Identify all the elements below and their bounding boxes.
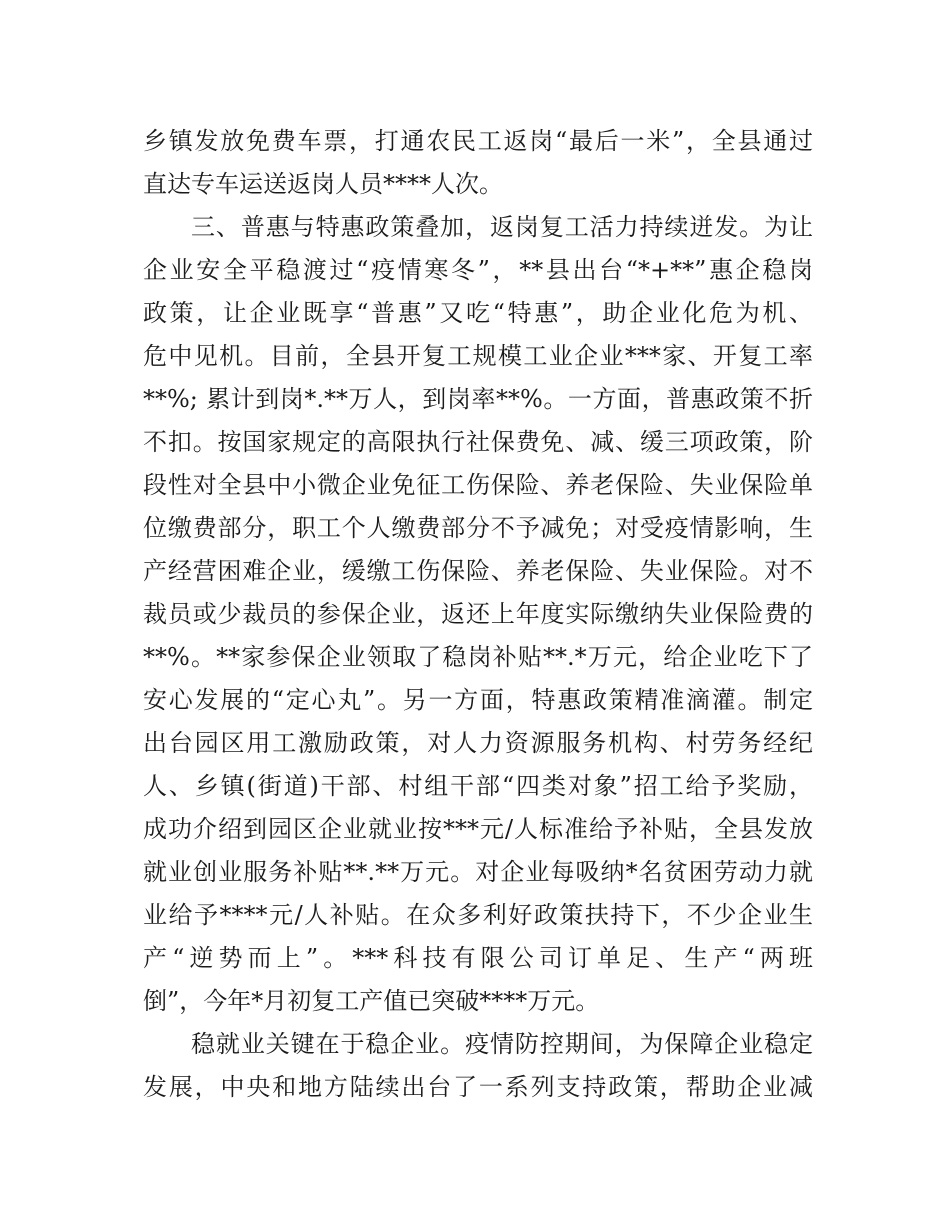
text-line: 产“逆势而上”。***科技有限公司订单足、生产“两班 (143, 944, 813, 972)
text-line: **%。**家参保企业领取了稳岗补贴**.*万元，给企业吃下了 (143, 643, 813, 671)
paragraph-1 (143, 120, 813, 206)
paragraph-2 (143, 206, 813, 1023)
text-line: 不扣。按国家规定的高限执行社保费免、减、缓三项政策，阶 (143, 428, 813, 456)
text-line: 稳就业关键在于稳企业。疫情防控期间，为保障企业稳定 (191, 1030, 813, 1058)
text-line: 裁员或少裁员的参保企业，返还上年度实际缴纳失业保险费的 (143, 600, 813, 628)
text-line: 直达专车运送返岗人员****人次。 (143, 170, 503, 198)
text-line: 业给予****元/人补贴。在众多利好政策扶持下，不少企业生 (143, 901, 813, 929)
text-line: 段性对全县中小微企业免征工伤保险、养老保险、失业保险单 (143, 471, 813, 499)
text-line: 发展，中央和地方陆续出台了一系列支持政策，帮助企业减 (143, 1073, 813, 1101)
text-line: 政策，让企业既享“普惠”又吃“特惠”，助企业化危为机、 (143, 299, 813, 327)
text-line: **%; 累计到岗*.**万人，到岗率**%。一方面，普惠政策不折 (143, 385, 813, 413)
text-line: 出台园区用工激励政策，对人力资源服务机构、村劳务经纪 (143, 729, 813, 757)
paragraph-3 (143, 1023, 813, 1109)
text-line: 人、乡镇(街道)干部、村组干部“四类对象”招工给予奖励， (143, 772, 813, 800)
text-line: 成功介绍到园区企业就业按***元/人标准给予补贴，全县发放 (143, 815, 813, 843)
text-line: 乡镇发放免费车票，打通农民工返岗“最后一米”，全县通过 (143, 127, 813, 155)
text-line: 就业创业服务补贴**.**万元。对企业每吸纳*名贫困劳动力就 (143, 858, 813, 886)
document-page (143, 120, 813, 1109)
text-line: 危中见机。目前，全县开复工规模工业企业***家、开复工率 (143, 342, 813, 370)
text-line: 倒”，今年*月初复工产值已突破****万元。 (143, 987, 600, 1015)
text-line: 三、普惠与特惠政策叠加，返岗复工活力持续迸发。为让 (191, 213, 813, 241)
text-line: 企业安全平稳渡过“疫情寒冬”，**县出台“*+**”惠企稳岗 (143, 256, 813, 284)
text-line: 安心发展的“定心丸”。另一方面，特惠政策精准滴灌。制定 (143, 686, 813, 714)
text-line: 位缴费部分，职工个人缴费部分不予减免；对受疫情影响，生 (143, 514, 813, 542)
text-line: 产经营困难企业，缓缴工伤保险、养老保险、失业保险。对不 (143, 557, 813, 585)
